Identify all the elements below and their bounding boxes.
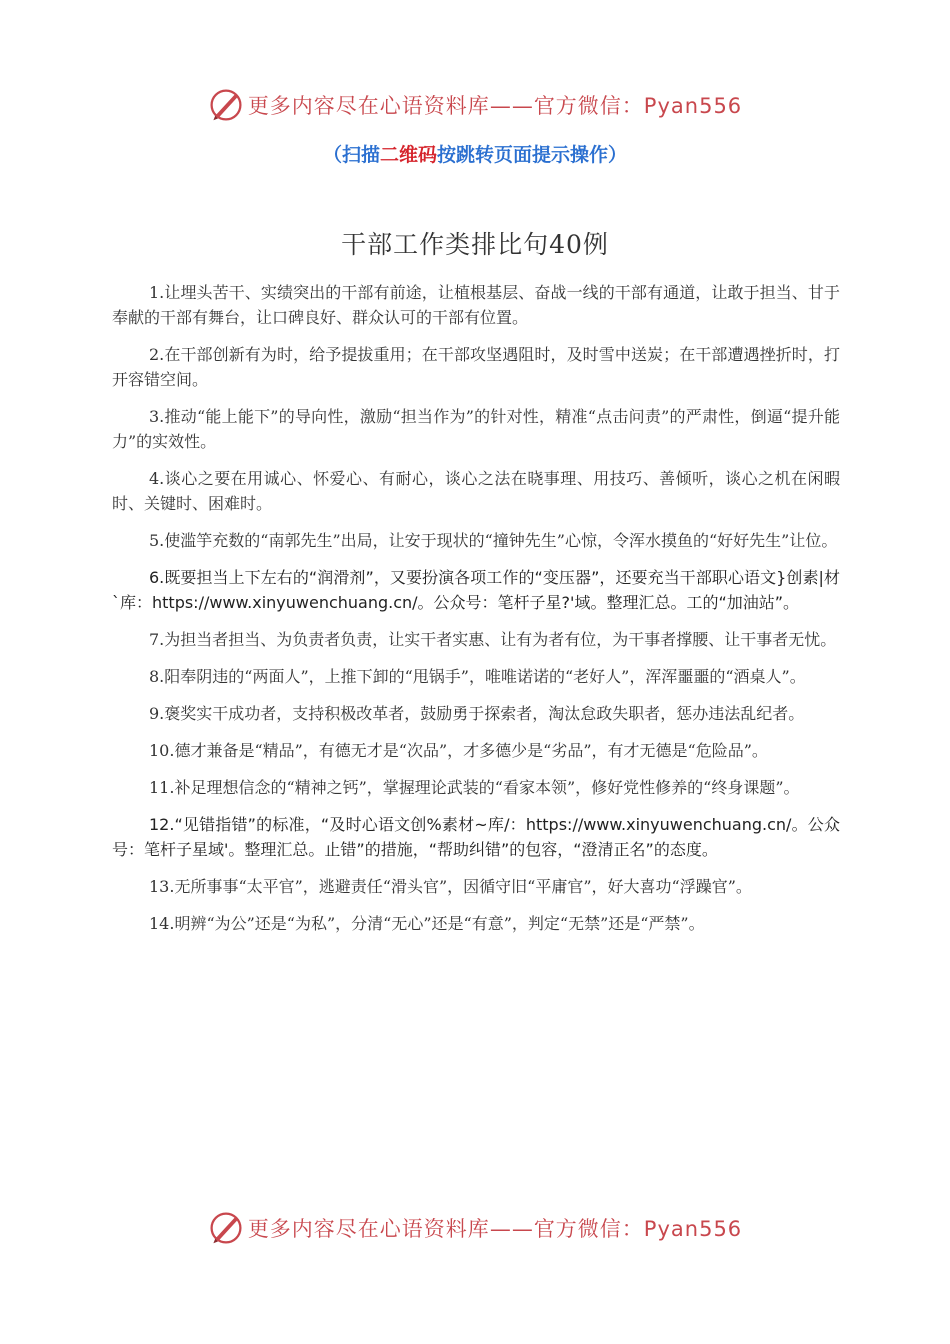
paragraph: 12.“见错指错”的标准，“及时心语文创%素材~库/：https://www.xinyuwenchuang.cn/。公众号：笔杆子星域'。整理汇总。止错”的措施，“帮助纠错”的包容，“澄清正名”的态度。 [112,815,840,859]
paragraph: 14.明辨“为公”还是“为私”，分清“无心”还是“有意”，判定“无禁”还是“严禁”。 [149,914,705,933]
banner-text: 更多内容尽在心语资料库——官方微信：Pyan556 [247,1217,743,1241]
paragraph: 5.使滥竽充数的“南郭先生”出局，让安于现状的“撞钟先生”心惊，令浑水摸鱼的“好好先生”让位。 [149,531,838,550]
scan-hint: （扫描二维码按跳转页面提示操作） [322,144,628,166]
paragraph: 1.让埋头苦干、实绩突出的干部有前途，让植根基层、奋战一线的干部有通道，让敢于担当、甘于奉献的干部有舞台，让口碑良好、群众认可的干部有位置。 [112,283,840,327]
pen-logo-icon [208,87,244,123]
banner-text: 更多内容尽在心语资料库——官方微信：Pyan556 [247,94,743,118]
paragraph: 4.谈心之要在用诚心、怀爱心、有耐心，谈心之法在晓事理、用技巧、善倾听，谈心之机在闲暇时、关键时、困难时。 [112,469,840,513]
paragraph: 3.推动“能上能下”的导向性，激励“担当作为”的针对性，精准“点击问责”的严肃性，倒逼“提升能力”的实效性。 [112,407,840,451]
pen-logo-icon [208,1210,244,1246]
document-title: 干部工作类排比句40例 [341,230,609,259]
paragraph: 10.德才兼备是“精品”，有德无才是“次品”，才多德少是“劣品”，有才无德是“危险品”。 [149,741,768,760]
paragraph: 8.阳奉阴违的“两面人”，上推下卸的“甩锅手”，唯唯诺诺的“老好人”，浑浑噩噩的“酒桌人”。 [149,667,806,686]
paragraph: 2.在干部创新有为时，给予提拔重用；在干部攻坚遇阻时，及时雪中送炭；在干部遭遇挫折时，打开容错空间。 [112,345,840,389]
paragraph: 9.褒奖实干成功者，支持积极改革者，鼓励勇于探索者，淘汰怠政失职者，惩办违法乱纪者。 [149,704,805,723]
document-body [112,280,840,948]
paragraph: 11.补足理想信念的“精神之钙”，掌握理论武装的“看家本领”，修好党性修养的“终身课题”。 [149,778,800,797]
footer-banner [0,1203,950,1253]
paragraph: 7.为担当者担当、为负责者负责，让实干者实惠、让有为者有位，为干事者撑腰、让干事者无忧。 [149,630,837,649]
paragraph: 13.无所事事“太平官”，逃避责任“滑头官”，因循守旧“平庸官”，好大喜功“浮躁官”。 [149,877,752,896]
paragraph: 6.既要担当上下左右的“润滑剂”，又要扮演各项工作的“变压器”，还要充当干部职心语文}创素|材`库：https://www.xinyuwenchuang.cn/。公众号：笔杆子星?'域。整理汇总。工的“加油站”。 [112,568,840,612]
header-banner [0,80,950,130]
